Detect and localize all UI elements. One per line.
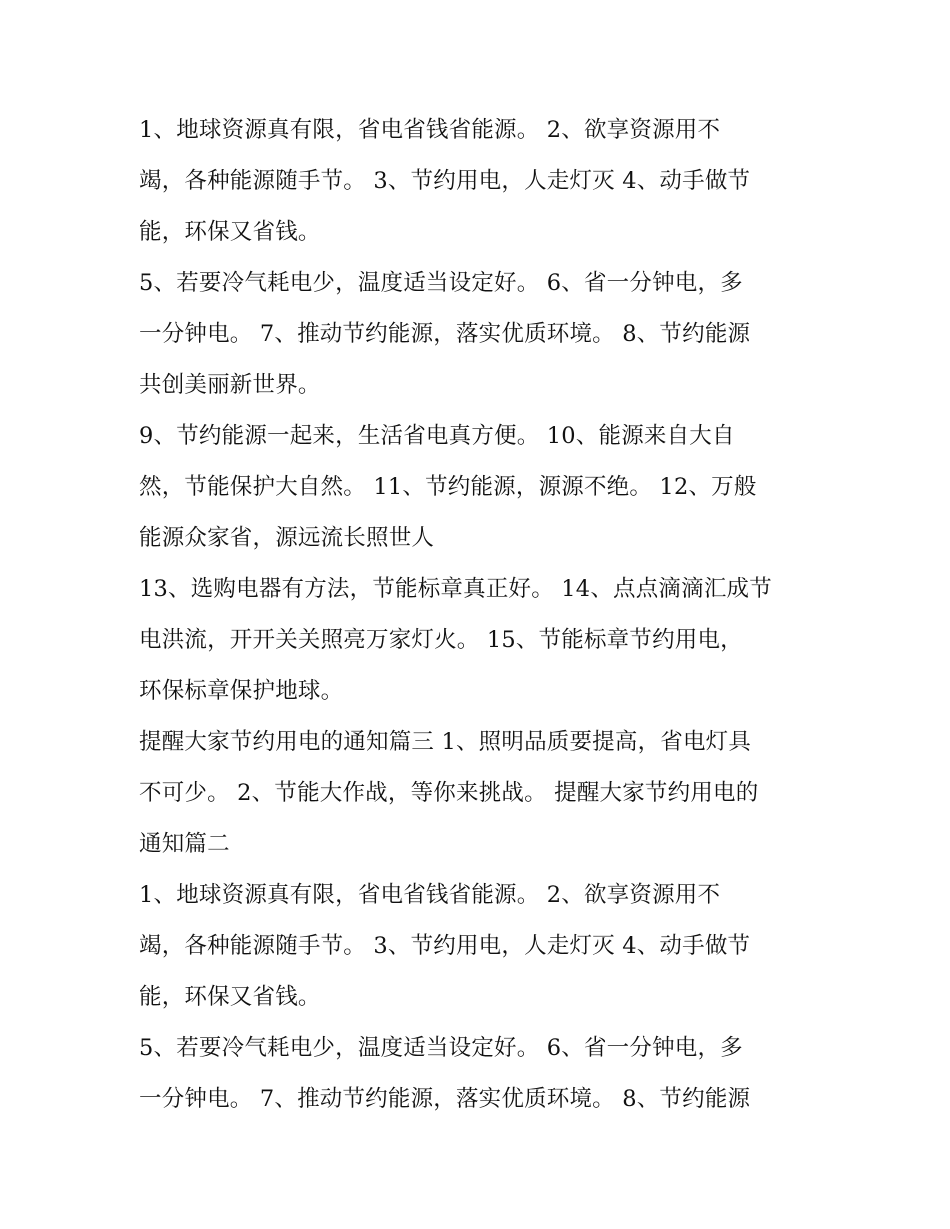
text-line: 9、节约能源一起来，生活省电真方便。 10、能源来自大自 bbox=[139, 423, 735, 449]
text-line: 电洪流，开开关关照亮万家灯火。 15、节能标章节约用电， bbox=[139, 627, 743, 653]
text-line: 不可少。 2、节能大作战，等你来挑战。 提醒大家节约用电的 bbox=[139, 780, 759, 806]
text-line: 通知篇二 bbox=[139, 831, 230, 857]
text-line: 5、若要冷气耗电少，温度适当设定好。 6、省一分钟电，多 bbox=[139, 270, 743, 296]
text-line: 竭，各种能源随手节。 3、节约用电，人走灯灭 4、动手做节 bbox=[139, 933, 751, 959]
text-line: 竭，各种能源随手节。 3、节约用电，人走灯灭 4、动手做节 bbox=[139, 168, 751, 194]
text-line: 环保标章保护地球。 bbox=[139, 678, 344, 704]
paragraph-7 bbox=[139, 1023, 829, 1125]
text-line: 能，环保又省钱。 bbox=[139, 984, 321, 1010]
text-line: 一分钟电。 7、推动节约能源，落实优质环境。 8、节约能源 bbox=[139, 1086, 751, 1112]
text-line: 一分钟电。 7、推动节约能源，落实优质环境。 8、节约能源 bbox=[139, 321, 751, 347]
paragraph-2 bbox=[139, 258, 829, 411]
text-line: 然，节能保护大自然。 11、节约能源，源源不绝。 12、万般 bbox=[139, 474, 757, 500]
document-body bbox=[139, 105, 829, 1125]
text-line: 13、选购电器有方法，节能标章真正好。 14、点点滴滴汇成节 bbox=[139, 576, 772, 602]
text-line: 能源众家省，源远流长照世人 bbox=[139, 525, 435, 551]
paragraph-6 bbox=[139, 870, 829, 1023]
text-line: 1、地球资源真有限，省电省钱省能源。 2、欲享资源用不 bbox=[139, 882, 721, 908]
text-line: 5、若要冷气耗电少，温度适当设定好。 6、省一分钟电，多 bbox=[139, 1035, 743, 1061]
text-line: 共创美丽新世界。 bbox=[139, 372, 321, 398]
paragraph-4 bbox=[139, 564, 829, 717]
paragraph-1 bbox=[139, 105, 829, 258]
text-line: 1、地球资源真有限，省电省钱省能源。 2、欲享资源用不 bbox=[139, 117, 721, 143]
paragraph-5 bbox=[139, 717, 829, 870]
paragraph-3 bbox=[139, 411, 829, 564]
text-line: 能，环保又省钱。 bbox=[139, 219, 321, 245]
text-line: 提醒大家节约用电的通知篇三 1、照明品质要提高，省电灯具 bbox=[139, 729, 752, 755]
